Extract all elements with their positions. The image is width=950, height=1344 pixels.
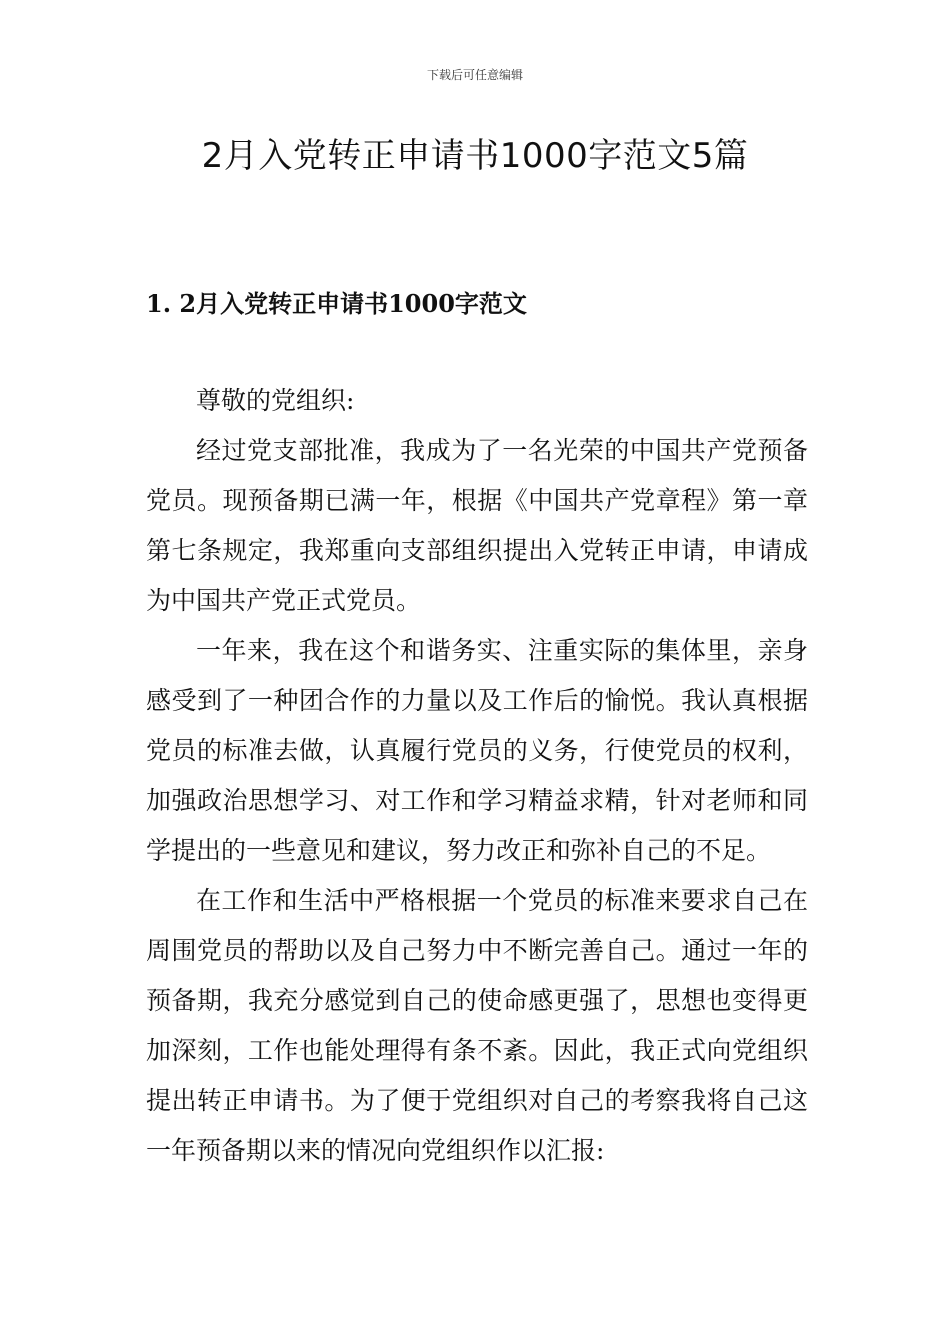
header-note: 下载后可任意编辑 bbox=[426, 68, 523, 82]
paragraph: 一年来，我在这个和谐务实、注重实际的集体里，亲身感受到了一种团合作的力量以及工作后的愉悦。我认真根据党员的标准去做，认真履行党员的义务，行使党员的权利，加强政治思想学习、对工作和学习精益求精，针对老师和同学提出的一些意见和建议，努力改正和弥补自己的不足。 bbox=[146, 636, 808, 865]
section-heading: 1. 2月入党转正申请书1000字范文 bbox=[146, 289, 527, 318]
paragraph: 在工作和生活中严格根据一个党员的标准来要求自己在周围党员的帮助以及自己努力中不断完善自己。通过一年的预备期，我充分感觉到自己的使命感更强了，思想也变得更加深刻，工作也能处理得有条不紊。因此，我正式向党组织提出转正申请书。为了便于党组织对自己的考察我将自己这一年预备期以来的情况向党组织作以汇报: bbox=[146, 886, 808, 1165]
document-title: 2月入党转正申请书1000字范文5篇 bbox=[201, 136, 749, 176]
paragraph: 经过党支部批准，我成为了一名光荣的中国共产党预备党员。现预备期已满一年，根据《中国共产党章程》第一章第七条规定，我郑重向支部组织提出入党转正申请，申请成为中国共产党正式党员。 bbox=[146, 436, 808, 615]
document-body bbox=[146, 376, 808, 1176]
salutation: 尊敬的党组织: bbox=[196, 386, 355, 415]
